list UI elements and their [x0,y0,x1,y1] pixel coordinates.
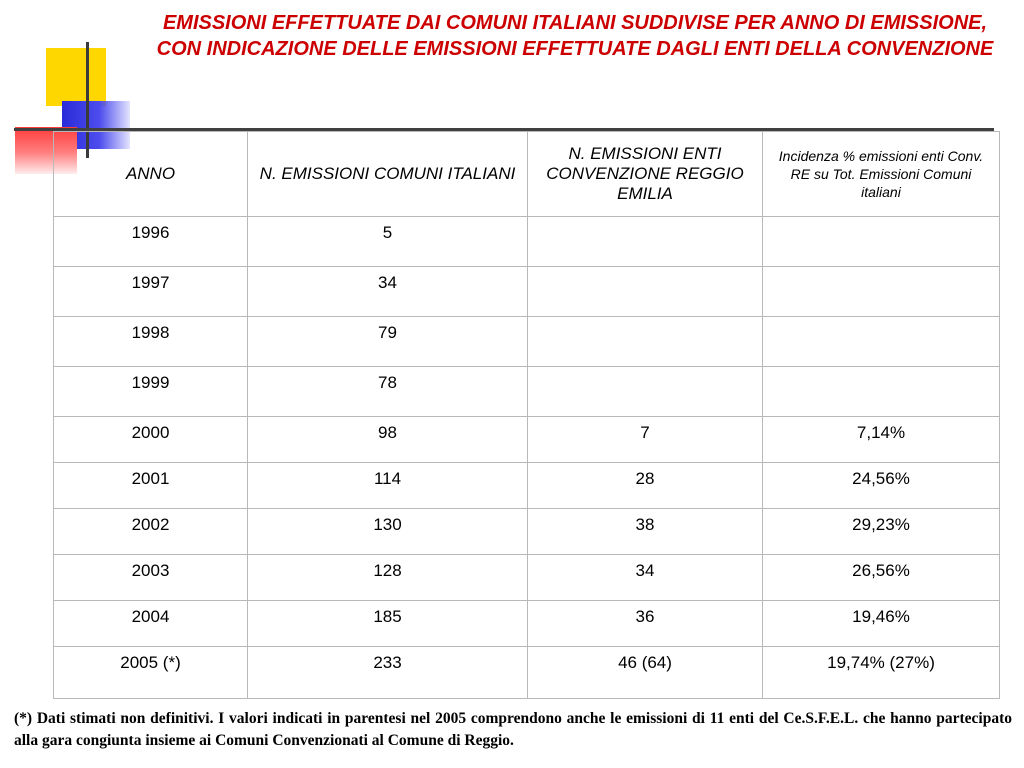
cell-incidenza [763,217,1000,267]
cell-incidenza: 19,74% (27%) [763,647,1000,699]
cell-anno: 2001 [54,463,248,509]
table-row [54,417,1000,463]
cell-enti: 36 [528,601,763,647]
cell-anno: 2003 [54,555,248,601]
table-row [54,601,1000,647]
cell-comuni: 78 [248,367,528,417]
cell-enti [528,367,763,417]
cell-comuni: 34 [248,267,528,317]
cell-enti: 46 (64) [528,647,763,699]
cell-enti: 38 [528,509,763,555]
cell-incidenza: 26,56% [763,555,1000,601]
cell-anno: 2000 [54,417,248,463]
cell-comuni: 185 [248,601,528,647]
cell-anno: 2004 [54,601,248,647]
cell-incidenza [763,267,1000,317]
table-row [54,317,1000,367]
header-anno: ANNO [54,132,248,217]
cell-comuni: 128 [248,555,528,601]
cell-comuni: 5 [248,217,528,267]
logo-yellow-square [46,48,106,106]
cell-anno: 1997 [54,267,248,317]
table-row [54,509,1000,555]
emissions-table [53,131,1000,699]
cell-enti [528,217,763,267]
header-emissioni-enti: N. EMISSIONI ENTI CONVENZIONE REGGIO EMILIA [528,132,763,217]
cell-incidenza: 19,46% [763,601,1000,647]
cell-anno: 1999 [54,367,248,417]
table-header-row [54,132,1000,217]
header-emissioni-comuni: N. EMISSIONI COMUNI ITALIANI [248,132,528,217]
cell-enti: 7 [528,417,763,463]
cell-comuni: 233 [248,647,528,699]
cell-comuni: 114 [248,463,528,509]
table-row [54,267,1000,317]
slide-title: EMISSIONI EFFETTUATE DAI COMUNI ITALIANI SUDDIVISE PER ANNO DI EMISSIONE, CON INDICAZIONE DELLE EMISSIONI EFFETTUATE DAGLI ENTI DELLA CONVENZIONE [156,12,994,60]
cell-anno: 1996 [54,217,248,267]
cell-incidenza: 29,23% [763,509,1000,555]
cell-comuni: 130 [248,509,528,555]
table-row [54,367,1000,417]
cell-incidenza [763,367,1000,417]
footnote: (*) Dati stimati non definitivi. I valori indicati in parentesi nel 2005 comprendono anche le emissioni di 11 enti del Ce.S.F.E.L. che hanno partecipato alla gara congiunta insieme ai Comuni Convenzionati al Comune di Reggio. [14,710,1012,749]
header-incidenza: Incidenza % emissioni enti Conv. RE su Tot. Emissioni Comuni italiani [763,132,1000,217]
table-row [54,555,1000,601]
cell-enti [528,267,763,317]
table-row [54,217,1000,267]
table-row [54,463,1000,509]
table-row [54,647,1000,699]
cell-enti: 28 [528,463,763,509]
cell-anno: 2002 [54,509,248,555]
cell-incidenza: 7,14% [763,417,1000,463]
cell-anno: 1998 [54,317,248,367]
cell-enti [528,317,763,367]
cell-comuni: 79 [248,317,528,367]
cell-comuni: 98 [248,417,528,463]
cell-incidenza [763,317,1000,367]
cell-anno: 2005 (*) [54,647,248,699]
cell-incidenza: 24,56% [763,463,1000,509]
cell-enti: 34 [528,555,763,601]
